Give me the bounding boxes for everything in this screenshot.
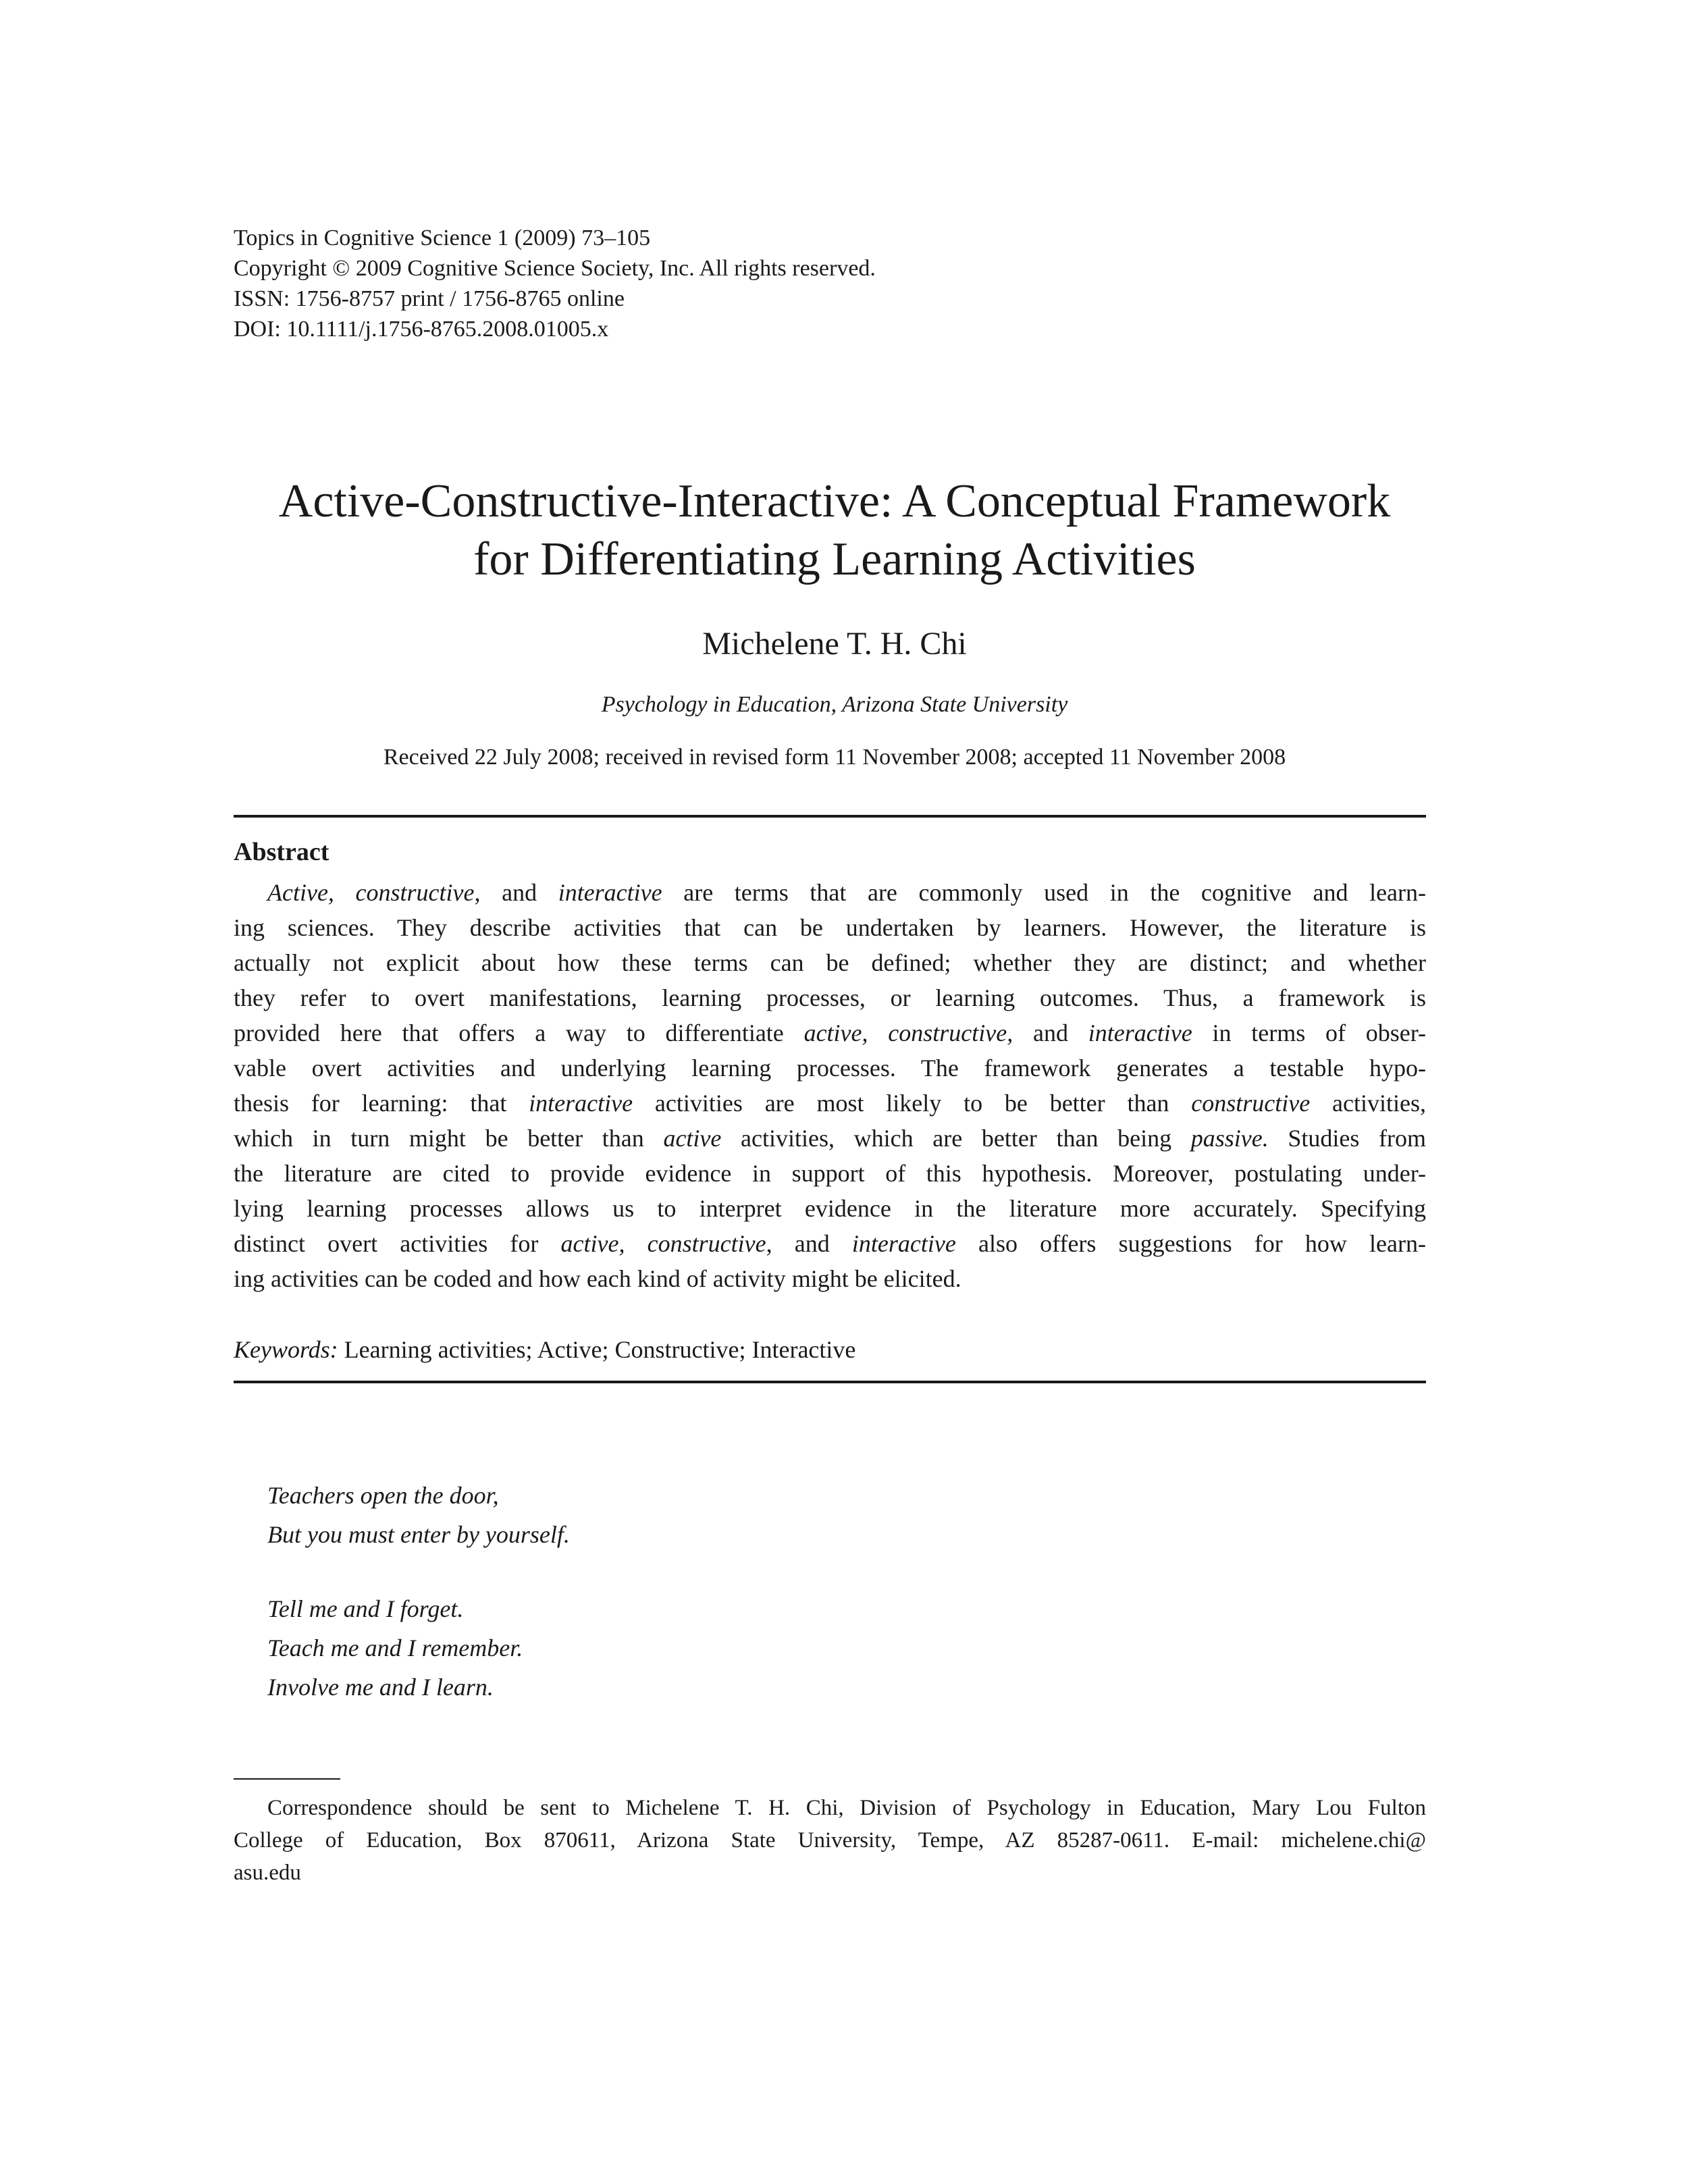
title-line-2: for Differentiating Learning Activities <box>473 533 1196 585</box>
abstract-line: the literature are cited to provide evidence in support of this hypothesis. Moreover, postulating under- <box>234 1160 1426 1187</box>
abstract-text: are terms that are commonly used in the cognitive and learn- <box>662 879 1426 906</box>
abstract-text: Studies from <box>1268 1125 1426 1152</box>
doi-line: DOI: 10.1111/j.1756-8765.2008.01005.x <box>234 317 609 342</box>
abstract-body <box>234 875 1426 1296</box>
abstract-text: which in turn might be better than <box>234 1125 664 1152</box>
abstract-text: activities, <box>1310 1090 1426 1117</box>
keywords-list: Learning activities; Active; Constructive; Interactive <box>338 1336 856 1363</box>
abstract-emphasis: interactive <box>851 1230 956 1257</box>
abstract-line: lying learning processes allows us to interpret evidence in the literature more accurately. Specifying <box>234 1195 1426 1222</box>
journal-header <box>234 223 1449 344</box>
keywords-label: Keywords: <box>234 1336 338 1363</box>
abstract-top-rule <box>234 815 1426 818</box>
abstract-line <box>234 1015 1426 1050</box>
copyright-line: Copyright © 2009 Cognitive Science Society, Inc. All rights reserved. <box>234 256 876 281</box>
abstract-line <box>234 1121 1426 1156</box>
abstract-emphasis: Active, constructive, <box>267 879 481 906</box>
footnote-line: College of Education, Box 870611, Arizona State University, Tempe, AZ 85287-0611. E-mail: michelene.chi@ <box>234 1828 1426 1853</box>
epigraph-line: But you must enter by yourself. <box>267 1521 570 1548</box>
abstract-emphasis: interactive <box>558 879 662 906</box>
footnote-rule <box>234 1778 340 1780</box>
stanza-gap <box>267 1554 570 1589</box>
abstract-emphasis: interactive <box>529 1090 633 1117</box>
keywords <box>234 1333 855 1366</box>
abstract-bottom-rule <box>234 1381 1426 1383</box>
abstract-text: in terms of obser- <box>1192 1019 1426 1046</box>
journal-citation: Topics in Cognitive Science 1 (2009) 73–105 <box>234 225 651 250</box>
abstract-line: vable overt activities and underlying learning processes. The framework generates a testable hypo- <box>234 1055 1426 1082</box>
abstract-text: also offers suggestions for how learn- <box>955 1230 1426 1257</box>
epigraph-line: Tell me and I forget. <box>267 1595 464 1622</box>
abstract-emphasis: active, constructive, <box>803 1019 1013 1046</box>
abstract-text: and <box>1013 1019 1088 1046</box>
abstract-line: ing sciences. They describe activities that can be undertaken by learners. However, the literature is <box>234 914 1426 941</box>
abstract-text: , and <box>766 1230 852 1257</box>
issn-line: ISSN: 1756-8757 print / 1756-8765 online <box>234 286 625 311</box>
abstract-text: activities are most likely to be better than <box>633 1090 1192 1117</box>
abstract-emphasis: constructive <box>1191 1090 1311 1117</box>
abstract-text: and <box>480 879 558 906</box>
abstract-line: ing activities can be coded and how each kind of activity might be elicited. <box>234 1265 961 1292</box>
abstract-emphasis: interactive <box>1088 1019 1192 1046</box>
abstract-line <box>234 875 1426 910</box>
author-name: Michelene T. H. Chi <box>702 626 967 662</box>
footnote-line: asu.edu <box>234 1861 301 1885</box>
epigraph-line: Teachers open the door, <box>267 1482 499 1509</box>
abstract-line <box>234 1226 1426 1261</box>
abstract-text: provided here that offers a way to differentiate <box>234 1019 804 1046</box>
abstract-text: distinct overt activities for <box>234 1230 561 1257</box>
received-dates: Received 22 July 2008; received in revised form 11 November 2008; accepted 11 November 2008 <box>383 745 1286 770</box>
epigraph-line: Teach me and I remember. <box>267 1634 523 1661</box>
epigraph <box>267 1476 570 1707</box>
abstract-line: they refer to overt manifestations, learning processes, or learning outcomes. Thus, a framework is <box>234 984 1426 1011</box>
author-affiliation: Psychology in Education, Arizona State University <box>601 692 1068 717</box>
footnote-line: Correspondence should be sent to Michelene T. H. Chi, Division of Psychology in Education, Mary Lou Fulton <box>267 1796 1426 1820</box>
abstract-line: actually not explicit about how these terms can be defined; whether they are distinct; and whether <box>234 949 1426 976</box>
epigraph-line: Involve me and I learn. <box>267 1674 494 1701</box>
abstract-emphasis: active, constructive <box>560 1230 766 1257</box>
abstract-heading: Abstract <box>234 838 329 866</box>
abstract-emphasis: active <box>663 1125 722 1152</box>
correspondence-footnote <box>234 1792 1426 1889</box>
abstract-emphasis: passive. <box>1190 1125 1269 1152</box>
abstract-text: activities, which are better than being <box>721 1125 1191 1152</box>
abstract-line <box>234 1086 1426 1121</box>
abstract-text: thesis for learning: that <box>234 1090 529 1117</box>
title-line-1: Active-Constructive-Interactive: A Conceptual Framework <box>278 475 1391 527</box>
article-title <box>166 473 1503 589</box>
